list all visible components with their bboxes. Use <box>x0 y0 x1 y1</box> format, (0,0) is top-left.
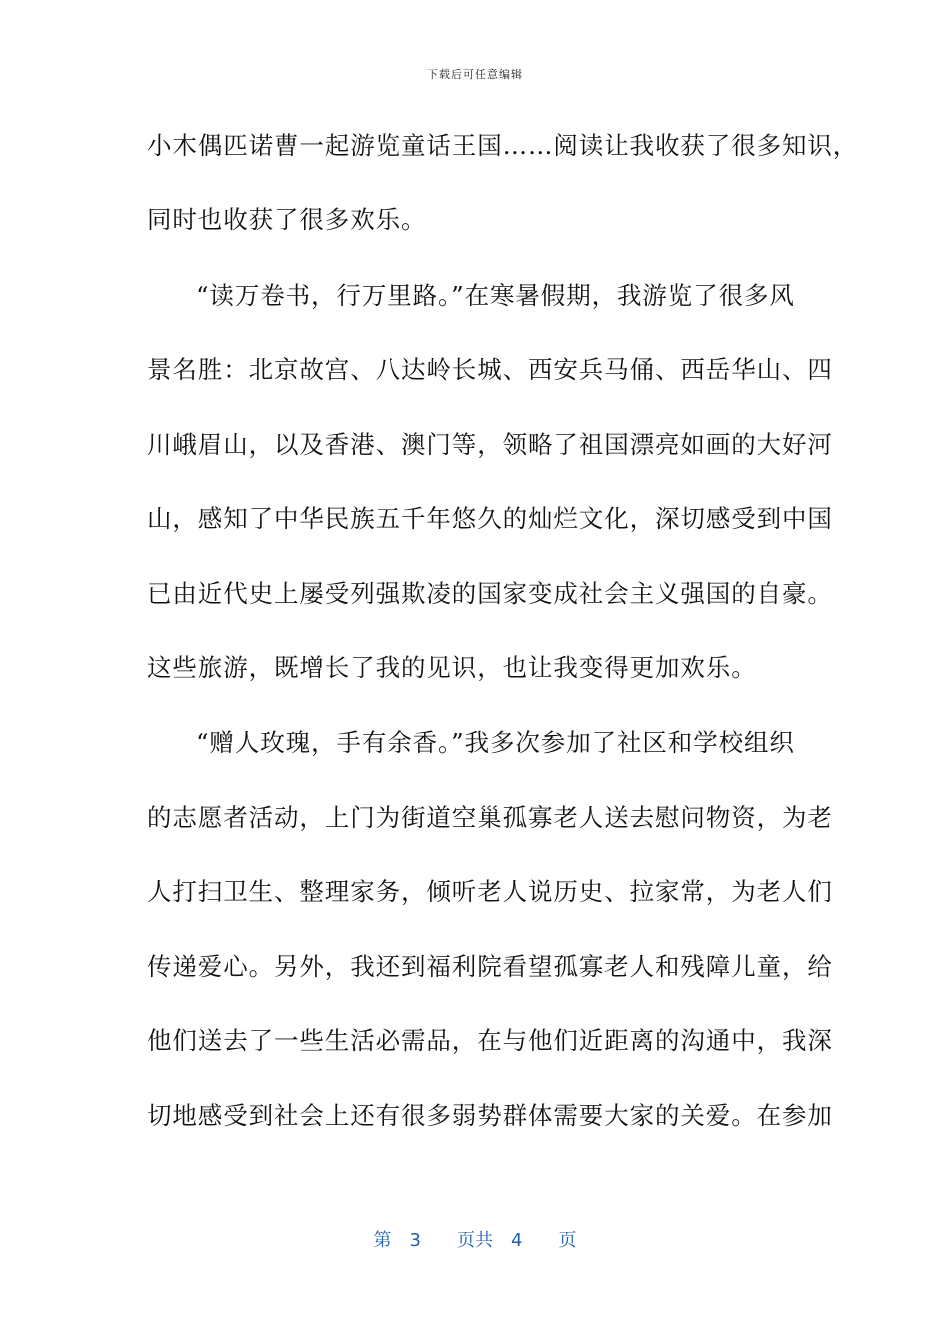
text-line: 山，感知了中华民族五千年悠久的灿烂文化，深切感受到中国 <box>147 504 833 533</box>
paragraph-start-line: “赠人玫瑰，手有余香。”我多次参加了社区和学校组织 <box>196 728 795 757</box>
text-line: 他们送去了一些生活必需品，在与他们近距离的沟通中，我深 <box>147 1026 833 1055</box>
page-prefix: 第 <box>373 1230 392 1251</box>
page-footer <box>0 1226 950 1252</box>
text-line: 已由近代史上屡受列强欺凌的国家变成社会主义强国的自豪。 <box>147 579 833 608</box>
text-line: 的志愿者活动，上门为街道空巢孤寡老人送去慰问物资，为老 <box>147 803 833 832</box>
text-line: 同时也收获了很多欢乐。 <box>147 205 427 234</box>
page-mid: 页共 <box>457 1230 493 1251</box>
paragraph-start-line: “读万卷书，行万里路。”在寒暑假期，我游览了很多风 <box>196 281 795 310</box>
text-line: 川峨眉山，以及香港、澳门等，领略了祖国漂亮如画的大好河 <box>147 430 833 459</box>
total-pages-number: 4 <box>511 1230 523 1251</box>
text-line: 切地感受到社会上还有很多弱势群体需要大家的关爱。在参加 <box>147 1101 833 1130</box>
page-suffix: 页 <box>558 1230 577 1251</box>
current-page-number: 3 <box>409 1230 421 1251</box>
text-line: 传递爱心。另外，我还到福利院看望孤寡老人和残障儿童，给 <box>147 952 833 981</box>
text-line: 小木偶匹诺曹一起游览童话王国……阅读让我收获了很多知识， <box>147 131 859 160</box>
text-line: 景名胜：北京故宫、八达岭长城、西安兵马俑、西岳华山、四 <box>147 355 833 384</box>
text-line: 人打扫卫生、整理家务，倾听老人说历史、拉家常，为老人们 <box>147 877 833 906</box>
page-header: 下载后可任意编辑 <box>427 68 523 81</box>
text-line: 这些旅游，既增长了我的见识，也让我变得更加欢乐。 <box>147 653 757 682</box>
